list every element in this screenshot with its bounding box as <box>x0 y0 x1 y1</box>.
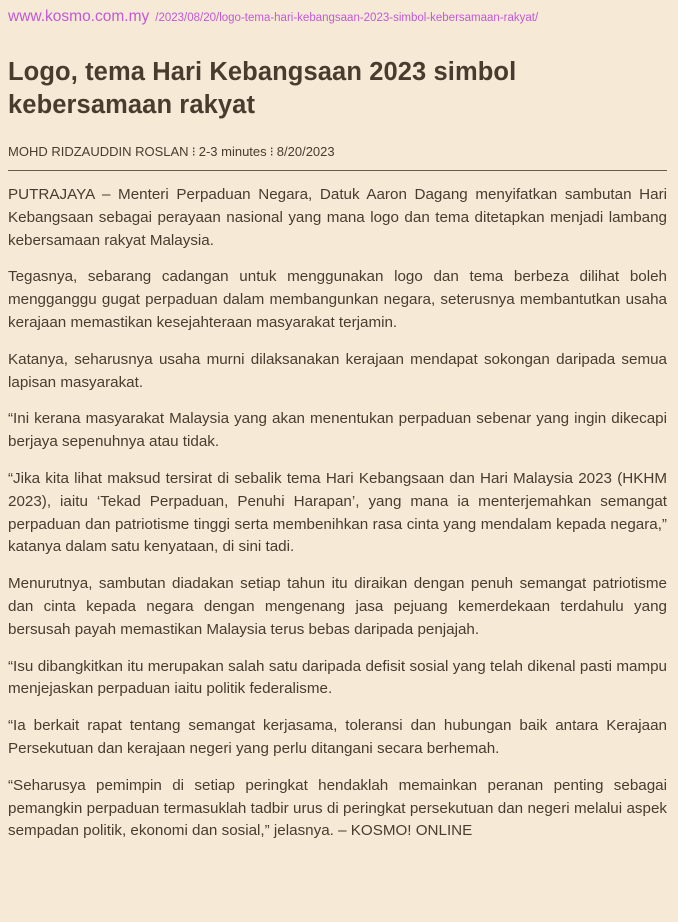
source-domain-link[interactable]: www.kosmo.com.my <box>8 8 150 25</box>
article-title: Logo, tema Hari Kebangsaan 2023 simbol kebersamaan rakyat <box>8 58 517 119</box>
read-time: 2-3 minutes <box>198 144 267 159</box>
article-paragraph: PUTRAJAYA – Menteri Perpaduan Negara, Datuk Aaron Dagang menyifatkan sambutan Hari Kebangsaan sebagai perayaan nasional yang mana logo dan tema ditetapkan menjadi lambang kebersamaan rakyat Malaysia. <box>8 186 667 249</box>
article-paragraph: “Ini kerana masyarakat Malaysia yang akan menentukan perpaduan sebenar yang ingin dikecapi berjaya sepenuhnya atau tidak. <box>8 410 667 451</box>
source-url <box>8 6 667 28</box>
article-paragraph: “Jika kita lihat maksud tersirat di sebalik tema Hari Kebangsaan dan Hari Malaysia 2023 (HKHM 2023), iaitu ‘Tekad Perpaduan, Penuhi Harapan’, yang mana ia menterjemahkan semangat perpaduan dan patriotisme tinggi serta membenihkan rasa cinta yang mendalam kepada negara,” katanya dalam satu kenyataan, di sini tadi. <box>8 469 667 556</box>
article-paragraph: “Isu dibangkitkan itu merupakan salah satu daripada defisit sosial yang telah dikenal pasti mampu menjejaskan perpaduan iaitu politik federalisme. <box>8 657 667 698</box>
author-name: MOHD RIDZAUDDIN ROSLAN <box>8 144 189 159</box>
article-body <box>8 184 667 843</box>
publish-date: 8/20/2023 <box>276 144 335 159</box>
header-divider <box>8 170 667 171</box>
byline <box>8 143 667 161</box>
byline-separator: ⁝ <box>269 144 274 159</box>
article-paragraph: Menurutnya, sambutan diadakan setiap tahun itu diraikan dengan penuh semangat patriotisme dan cinta kepada negara dengan mengenang jasa pejuang kemerdekaan terdahulu yang bersusah payah memastikan Malaysia terus bebas daripada penjajah. <box>8 575 667 638</box>
source-path-link[interactable]: /2023/08/20/logo-tema-hari-kebangsaan-2023-simbol-kebersamaan-rakyat/ <box>155 12 539 24</box>
article-paragraph: “Ia berkait rapat tentang semangat kerjasama, toleransi dan hubungan baik antara Kerajaan Persekutuan dan kerajaan negeri yang perlu ditangani secara berhemah. <box>8 717 667 757</box>
byline-separator: ⁝ <box>191 144 196 159</box>
article-paragraph: Katanya, seharusnya usaha murni dilaksanakan kerajaan mendapat sokongan daripada semua lapisan masyarakat. <box>8 350 667 391</box>
article-paragraph: Tegasnya, sebarang cadangan untuk menggunakan logo dan tema berbeza dilihat boleh mengganggu gugat perpaduan dalam membangunkan negara, seterusnya membantutkan usaha kerajaan memastikan kesejahteraan masyarakat terjamin. <box>8 268 667 331</box>
article-paragraph: “Seharusya pemimpin di setiap peringkat hendaklah memainkan peranan penting sebagai pemangkin perpaduan termasuklah tadbir urus di peringkat persekutuan dan negeri melalui aspek sempadan politik, ekonomi dan sosial,” jelasnya. – KOSMO! ONLINE <box>8 776 667 840</box>
